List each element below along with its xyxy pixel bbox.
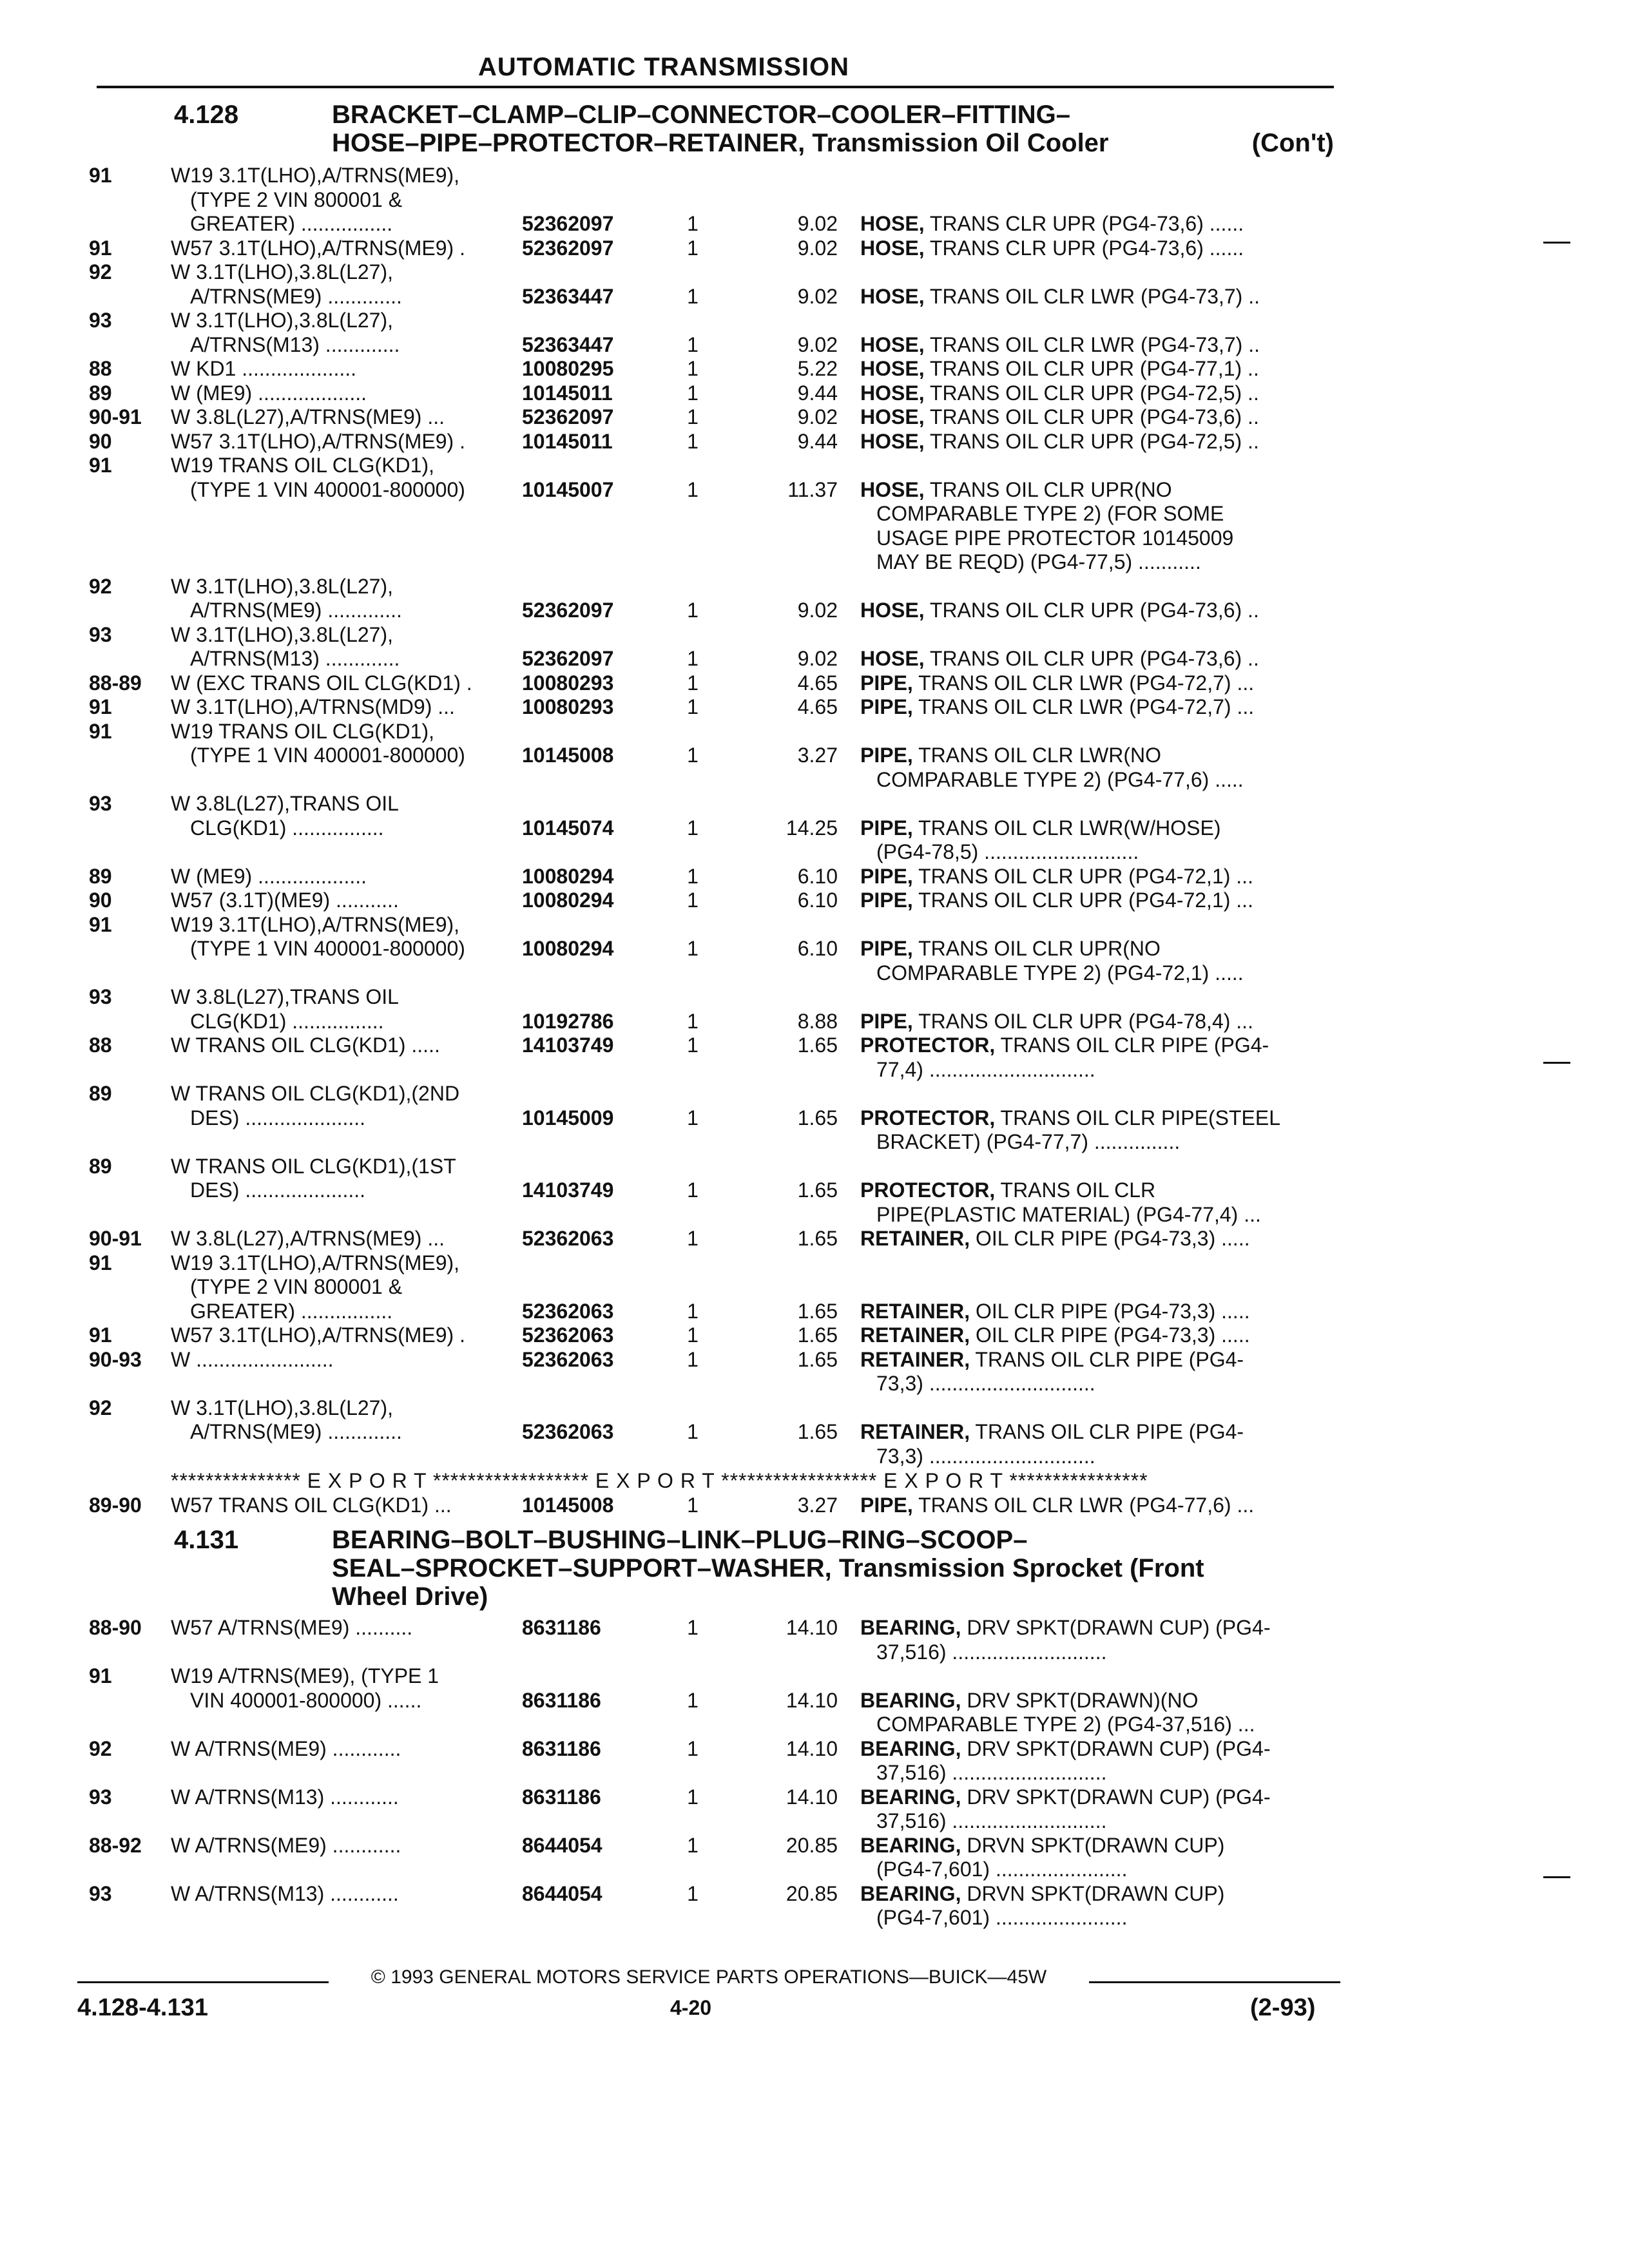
part-number: 52362063	[522, 1227, 614, 1250]
part-name: RETAINER, TRANS OIL CLR PIPE (PG4- 73,3) .............................	[860, 1420, 1244, 1468]
usage-description: W KD1 ....................	[171, 357, 357, 380]
part-name: PIPE, TRANS OIL CLR LWR(W/HOSE) (PG4-78,5) ...........................	[860, 816, 1221, 863]
part-number: 52362097	[522, 212, 614, 235]
price: 14.10	[786, 1785, 838, 1809]
price: 14.10	[786, 1616, 838, 1639]
part-name: PIPE, TRANS OIL CLR LWR (PG4-72,7) ...	[860, 695, 1255, 718]
usage-description: W 3.1T(LHO),A/TRNS(MD9) ...	[171, 695, 455, 718]
part-number: 10145011	[522, 429, 613, 453]
price: 1.65	[797, 1420, 838, 1443]
usage-description: W TRANS OIL CLG(KD1),(2ND DES) .....................	[171, 1082, 460, 1129]
model-year: 93	[89, 1881, 112, 1905]
model-year: 91	[89, 1323, 112, 1347]
price: 9.02	[797, 647, 838, 670]
part-name: PIPE, TRANS OIL CLR UPR (PG4-78,4) ...	[860, 1009, 1253, 1033]
model-year: 89	[89, 1082, 112, 1105]
header-rule	[97, 86, 1334, 88]
part-name: PIPE, TRANS OIL CLR LWR(NO COMPARABLE TYPE 2) (PG4-77,6) .....	[860, 744, 1244, 791]
group-title-line1: BRACKET–CLAMP–CLIP–CONNECTOR–COOLER–FITTING–	[332, 101, 1071, 129]
quantity: 1	[687, 1688, 699, 1712]
model-year: 89	[89, 864, 112, 888]
part-number: 52362097	[522, 599, 614, 622]
quantity: 1	[687, 1616, 699, 1639]
model-year: 90-91	[89, 405, 142, 428]
part-number: 52363447	[522, 332, 614, 356]
model-year: 93	[89, 622, 112, 646]
usage-description: W 3.8L(L27),TRANS OIL CLG(KD1) ................	[171, 792, 399, 840]
group-title	[332, 101, 1337, 157]
model-year: 89-90	[89, 1494, 142, 1517]
group-subtitle: Transmission Sprocket (Front	[838, 1554, 1204, 1582]
part-name: HOSE, TRANS OIL CLR UPR (PG4-73,6) ..	[860, 405, 1259, 428]
usage-description: W57 A/TRNS(ME9) ..........	[171, 1616, 413, 1639]
usage-description: W (ME9) ...................	[171, 381, 367, 405]
usage-description: W57 TRANS OIL CLG(KD1) ...	[171, 1494, 452, 1517]
group-title-line2: HOSE–PIPE–PROTECTOR–RETAINER,	[332, 129, 805, 157]
quantity: 1	[687, 816, 699, 840]
model-year: 88-89	[89, 671, 142, 695]
price: 1.65	[797, 1323, 838, 1347]
usage-description: W A/TRNS(M13) ............	[171, 1881, 399, 1905]
part-name: HOSE, TRANS OIL CLR UPR (PG4-72,5) ..	[860, 381, 1259, 405]
usage-description: W19 3.1T(LHO),A/TRNS(ME9), (TYPE 1 VIN 400001-800000)	[171, 912, 465, 960]
section-title: AUTOMATIC TRANSMISSION	[477, 53, 850, 81]
footer-rule-right	[1089, 1981, 1340, 1983]
usage-description: W TRANS OIL CLG(KD1),(1ST DES) .....................	[171, 1154, 456, 1202]
usage-description: W 3.1T(LHO),3.8L(L27), A/TRNS(ME9) .............	[171, 1396, 402, 1443]
price: 9.02	[797, 332, 838, 356]
part-name: HOSE, TRANS OIL CLR UPR(NO COMPARABLE TYPE 2) (FOR SOME USAGE PIPE PROTECTOR 10145009 MAY BE REQD) (PG4-77,5) ...........	[860, 477, 1234, 573]
usage-description: W57 3.1T(LHO),A/TRNS(ME9) .	[171, 236, 465, 260]
usage-description: W (EXC TRANS OIL CLG(KD1) .	[171, 671, 472, 695]
group-number: 4.128	[174, 101, 239, 129]
quantity: 1	[687, 212, 699, 235]
group-subtitle: Transmission Oil Cooler	[812, 129, 1109, 157]
part-number: 10080294	[522, 889, 614, 912]
part-number: 8631186	[522, 1688, 601, 1712]
export-divider: *************** E X P O R T ****************** E X P O R T ****************** E X P O R T ****************	[171, 1469, 1148, 1492]
model-year: 90	[89, 429, 112, 453]
part-number: 8631186	[522, 1736, 601, 1760]
quantity: 1	[687, 695, 699, 718]
usage-description: W 3.8L(L27),TRANS OIL CLG(KD1) ................	[171, 985, 399, 1033]
part-number: 52362063	[522, 1420, 614, 1443]
model-year: 89	[89, 381, 112, 405]
quantity: 1	[687, 332, 699, 356]
quantity: 1	[687, 1833, 699, 1857]
margin-mark	[1543, 242, 1570, 244]
usage-description: W19 A/TRNS(ME9), (TYPE 1 VIN 400001-800000) ......	[171, 1664, 439, 1712]
usage-description: W 3.8L(L27),A/TRNS(ME9) ...	[171, 1227, 445, 1250]
quantity: 1	[687, 1736, 699, 1760]
quantity: 1	[687, 405, 699, 428]
price: 14.10	[786, 1736, 838, 1760]
price: 1.65	[797, 1347, 838, 1371]
model-year: 88-90	[89, 1616, 142, 1639]
price: 5.22	[797, 357, 838, 380]
price: 20.85	[786, 1881, 838, 1905]
footer-rule-left	[77, 1981, 329, 1983]
part-number: 10080294	[522, 937, 614, 960]
model-year: 90-93	[89, 1347, 142, 1371]
price: 14.25	[786, 816, 838, 840]
price: 9.02	[797, 212, 838, 235]
part-name: RETAINER, OIL CLR PIPE (PG4-73,3) .....	[860, 1227, 1250, 1250]
part-name: PROTECTOR, TRANS OIL CLR PIPE(STEEL BRACKET) (PG4-77,7) ...............	[860, 1106, 1280, 1153]
part-number: 8644054	[522, 1833, 602, 1857]
quantity: 1	[687, 1106, 699, 1129]
part-name: PIPE, TRANS OIL CLR UPR(NO COMPARABLE TYPE 2) (PG4-72,1) .....	[860, 937, 1244, 985]
model-year: 92	[89, 1736, 112, 1760]
part-name: PROTECTOR, TRANS OIL CLR PIPE(PLASTIC MATERIAL) (PG4-77,4) ...	[860, 1178, 1261, 1226]
quantity: 1	[687, 1785, 699, 1809]
model-year: 88-92	[89, 1833, 142, 1857]
model-year: 93	[89, 309, 112, 332]
usage-description: W19 3.1T(LHO),A/TRNS(ME9), (TYPE 2 VIN 800001 & GREATER) ................	[171, 164, 460, 235]
quantity: 1	[687, 1494, 699, 1517]
price: 1.65	[797, 1033, 838, 1057]
part-name: HOSE, TRANS OIL CLR LWR (PG4-73,7) ..	[860, 332, 1260, 356]
price: 9.44	[797, 381, 838, 405]
part-name: BEARING, DRVN SPKT(DRAWN CUP) (PG4-7,601) .......................	[860, 1881, 1225, 1929]
price: 6.10	[797, 864, 838, 888]
model-year: 90	[89, 889, 112, 912]
usage-description: W 3.1T(LHO),3.8L(L27), A/TRNS(ME9) .............	[171, 574, 402, 622]
part-name: PROTECTOR, TRANS OIL CLR PIPE (PG4- 77,4) .............................	[860, 1033, 1269, 1081]
usage-description: W 3.8L(L27),A/TRNS(ME9) ...	[171, 405, 445, 428]
quantity: 1	[687, 1299, 699, 1323]
part-number: 52362097	[522, 236, 614, 260]
quantity: 1	[687, 284, 699, 308]
quantity: 1	[687, 671, 699, 695]
copyright-notice: © 1993 GENERAL MOTORS SERVICE PARTS OPERATIONS—BUICK—45W	[371, 1966, 1047, 1988]
part-name: RETAINER, TRANS OIL CLR PIPE (PG4- 73,3) .............................	[860, 1347, 1244, 1395]
model-year: 91	[89, 164, 112, 187]
usage-description: W57 3.1T(LHO),A/TRNS(ME9) .	[171, 1323, 465, 1347]
model-year: 89	[89, 1154, 112, 1178]
model-year: 93	[89, 792, 112, 815]
quantity: 1	[687, 1881, 699, 1905]
part-name: HOSE, TRANS OIL CLR UPR (PG4-77,1) ..	[860, 357, 1259, 380]
quantity: 1	[687, 357, 699, 380]
quantity: 1	[687, 429, 699, 453]
quantity: 1	[687, 1420, 699, 1443]
usage-description: W19 3.1T(LHO),A/TRNS(ME9), (TYPE 2 VIN 800001 & GREATER) ................	[171, 1251, 460, 1323]
price: 9.02	[797, 405, 838, 428]
part-number: 52363447	[522, 284, 614, 308]
part-number: 8631186	[522, 1785, 601, 1809]
model-year: 91	[89, 1251, 112, 1274]
usage-description: W A/TRNS(ME9) ............	[171, 1736, 401, 1760]
part-name: HOSE, TRANS OIL CLR LWR (PG4-73,7) ..	[860, 284, 1260, 308]
model-year: 91	[89, 454, 112, 477]
price: 3.27	[797, 1494, 838, 1517]
usage-description: W19 TRANS OIL CLG(KD1), (TYPE 1 VIN 400001-800000)	[171, 719, 465, 767]
price: 3.27	[797, 744, 838, 767]
part-number: 10145008	[522, 1494, 614, 1517]
price: 6.10	[797, 937, 838, 960]
continued-label: (Con't)	[1251, 129, 1334, 157]
price: 11.37	[787, 477, 838, 501]
quantity: 1	[687, 1178, 699, 1202]
group-number: 4.131	[174, 1526, 239, 1554]
usage-description: W (ME9) ...................	[171, 864, 367, 888]
price: 1.65	[797, 1299, 838, 1323]
part-name: HOSE, TRANS OIL CLR UPR (PG4-73,6) ..	[860, 647, 1259, 670]
usage-description: W19 TRANS OIL CLG(KD1), (TYPE 1 VIN 400001-800000)	[171, 454, 465, 501]
part-name: RETAINER, OIL CLR PIPE (PG4-73,3) .....	[860, 1323, 1250, 1347]
price: 1.65	[797, 1227, 838, 1250]
model-year: 91	[89, 1664, 112, 1687]
part-number: 10192786	[522, 1009, 614, 1033]
usage-description: W TRANS OIL CLG(KD1) .....	[171, 1033, 440, 1057]
part-name: PIPE, TRANS OIL CLR LWR (PG4-77,6) ...	[860, 1494, 1255, 1517]
model-year: 90-91	[89, 1227, 142, 1250]
usage-description: W ........................	[171, 1347, 334, 1371]
quantity: 1	[687, 1227, 699, 1250]
part-number: 10145008	[522, 744, 614, 767]
part-number: 10080295	[522, 357, 614, 380]
quantity: 1	[687, 937, 699, 960]
price: 9.02	[797, 236, 838, 260]
part-number: 52362063	[522, 1347, 614, 1371]
quantity: 1	[687, 381, 699, 405]
group-title	[332, 1526, 1337, 1611]
model-year: 93	[89, 985, 112, 1008]
price: 8.88	[797, 1009, 838, 1033]
price: 9.02	[797, 284, 838, 308]
part-name: HOSE, TRANS OIL CLR UPR (PG4-72,5) ..	[860, 429, 1259, 453]
model-year: 91	[89, 695, 112, 718]
part-name: BEARING, DRV SPKT(DRAWN CUP) (PG4- 37,516) ...........................	[860, 1736, 1271, 1784]
group-title-line2: SEAL–SPROCKET–SUPPORT–WASHER,	[332, 1554, 832, 1582]
price: 9.02	[797, 599, 838, 622]
quantity: 1	[687, 864, 699, 888]
part-number: 10145007	[522, 477, 614, 501]
part-number: 14103749	[522, 1178, 614, 1202]
price: 20.85	[786, 1833, 838, 1857]
model-year: 92	[89, 260, 112, 284]
model-year: 88	[89, 1033, 112, 1057]
part-number: 10080294	[522, 864, 614, 888]
part-number: 52362063	[522, 1299, 614, 1323]
quantity: 1	[687, 477, 699, 501]
usage-description: W A/TRNS(ME9) ............	[171, 1833, 401, 1857]
part-number: 10080293	[522, 671, 614, 695]
price: 1.65	[797, 1178, 838, 1202]
part-name: BEARING, DRVN SPKT(DRAWN CUP) (PG4-7,601) .......................	[860, 1833, 1225, 1881]
part-name: BEARING, DRV SPKT(DRAWN)(NO COMPARABLE TYPE 2) (PG4-37,516) ...	[860, 1688, 1255, 1736]
part-number: 8631186	[522, 1616, 601, 1639]
part-name: HOSE, TRANS CLR UPR (PG4-73,6) ......	[860, 212, 1244, 235]
margin-mark	[1543, 1876, 1570, 1878]
usage-description: W 3.1T(LHO),3.8L(L27), A/TRNS(M13) .............	[171, 622, 400, 670]
part-number: 10080293	[522, 695, 614, 718]
model-year: 93	[89, 1785, 112, 1809]
price: 14.10	[786, 1688, 838, 1712]
price: 1.65	[797, 1106, 838, 1129]
usage-description: W A/TRNS(M13) ............	[171, 1785, 399, 1809]
part-number: 8644054	[522, 1881, 602, 1905]
model-year: 91	[89, 719, 112, 743]
part-number: 14103749	[522, 1033, 614, 1057]
model-year: 92	[89, 1396, 112, 1419]
usage-description: W 3.1T(LHO),3.8L(L27), A/TRNS(ME9) .............	[171, 260, 402, 308]
price: 4.65	[797, 695, 838, 718]
footer-edition-date: (2-93)	[1250, 1994, 1316, 2021]
usage-description: W57 3.1T(LHO),A/TRNS(ME9) .	[171, 429, 465, 453]
quantity: 1	[687, 236, 699, 260]
footer-group-range: 4.128-4.131	[77, 1994, 208, 2021]
part-name: PIPE, TRANS OIL CLR UPR (PG4-72,1) ...	[860, 889, 1253, 912]
part-number: 10145011	[522, 381, 613, 405]
part-name: HOSE, TRANS OIL CLR UPR (PG4-73,6) ..	[860, 599, 1259, 622]
margin-mark	[1543, 1062, 1570, 1064]
quantity: 1	[687, 1009, 699, 1033]
quantity: 1	[687, 1347, 699, 1371]
part-number: 10145009	[522, 1106, 614, 1129]
group-title-line1: BEARING–BOLT–BUSHING–LINK–PLUG–RING–SCOOP–	[332, 1526, 1028, 1554]
part-number: 52362097	[522, 405, 614, 428]
part-name: PIPE, TRANS OIL CLR LWR (PG4-72,7) ...	[860, 671, 1255, 695]
quantity: 1	[687, 599, 699, 622]
model-year: 92	[89, 574, 112, 598]
model-year: 91	[89, 236, 112, 260]
quantity: 1	[687, 647, 699, 670]
quantity: 1	[687, 889, 699, 912]
usage-description: W 3.1T(LHO),3.8L(L27), A/TRNS(M13) .............	[171, 309, 400, 356]
quantity: 1	[687, 1033, 699, 1057]
price: 6.10	[797, 889, 838, 912]
quantity: 1	[687, 744, 699, 767]
model-year: 91	[89, 912, 112, 936]
part-name: HOSE, TRANS CLR UPR (PG4-73,6) ......	[860, 236, 1244, 260]
part-name: RETAINER, OIL CLR PIPE (PG4-73,3) .....	[860, 1299, 1250, 1323]
quantity: 1	[687, 1323, 699, 1347]
footer-page-number: 4-20	[670, 1996, 712, 2019]
model-year: 88	[89, 357, 112, 380]
part-name: PIPE, TRANS OIL CLR UPR (PG4-72,1) ...	[860, 864, 1253, 888]
part-name: BEARING, DRV SPKT(DRAWN CUP) (PG4- 37,516) ...........................	[860, 1785, 1271, 1832]
part-number: 10145074	[522, 816, 614, 840]
part-number: 52362097	[522, 647, 614, 670]
part-name: BEARING, DRV SPKT(DRAWN CUP) (PG4- 37,516) ...........................	[860, 1616, 1271, 1664]
group-title-line3: Wheel Drive)	[332, 1582, 488, 1611]
usage-description: W57 (3.1T)(ME9) ...........	[171, 889, 399, 912]
price: 4.65	[797, 671, 838, 695]
price: 9.44	[797, 429, 838, 453]
part-number: 52362063	[522, 1323, 614, 1347]
